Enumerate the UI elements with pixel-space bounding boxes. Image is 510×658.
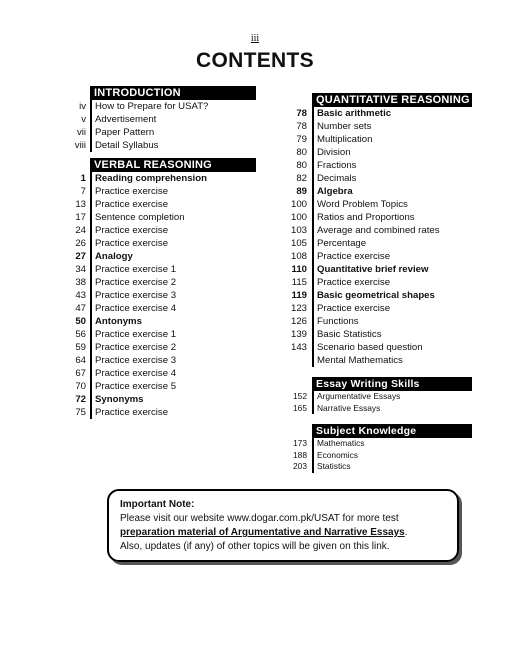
toc-entry-label: Division: [317, 147, 351, 158]
toc-entry-label: Functions: [317, 316, 359, 327]
toc-entry: [270, 224, 472, 237]
toc-entry-label: Basic arithmetic: [317, 108, 392, 119]
toc-entry: [270, 341, 472, 354]
toc-entry-page: 152: [293, 391, 307, 401]
note-line: [120, 526, 447, 540]
toc-entry-page: 103: [290, 225, 307, 236]
toc-entry-page: 165: [293, 402, 307, 413]
toc-entry-page: 38: [75, 277, 86, 288]
toc-entry-label: Quantitative brief review: [317, 264, 429, 275]
toc-entry-label: Practice exercise: [95, 407, 169, 418]
toc-entry-label: Synonyms: [95, 394, 144, 405]
toc-entry-label: Practice exercise: [317, 251, 391, 262]
toc-entry: [56, 172, 256, 185]
section-heading: Essay Writing Skills: [312, 377, 472, 391]
toc-entry-label: Percentage: [317, 238, 367, 249]
note-link[interactable]: preparation material of Argumentative and Narrative Essays: [120, 527, 405, 538]
toc-entry: [56, 198, 256, 211]
toc-entry-page: 64: [75, 355, 86, 366]
toc-entry-label: Practice exercise 4: [95, 368, 177, 379]
toc-entry: [270, 133, 472, 146]
toc-entry-page: 59: [75, 342, 86, 353]
toc-entry-page: 115: [291, 277, 307, 288]
toc-entry-page: iv: [79, 101, 86, 112]
toc-entry-page: 110: [291, 264, 307, 275]
toc-entry: [270, 172, 472, 185]
toc-entry-label: Fractions: [317, 160, 357, 171]
toc-entry: [56, 380, 256, 393]
toc-entry: [270, 328, 472, 341]
toc-entry-page: 56: [75, 329, 86, 340]
toc-entry-page: 24: [75, 225, 86, 236]
toc-entry-page: 105: [290, 238, 307, 249]
toc-entry: [270, 185, 472, 198]
toc-entry: [56, 139, 256, 152]
toc-entry: [56, 185, 256, 198]
toc-entry-page: 203: [293, 461, 307, 471]
toc-entry-label: Ratios and Proportions: [317, 212, 415, 223]
toc-section-introduction: [56, 86, 256, 152]
toc-entry-label: Analogy: [95, 251, 133, 262]
toc-entry: [270, 159, 472, 172]
toc-entry-label: Statistics: [317, 461, 351, 471]
toc-entry-label: Practice exercise 1: [95, 264, 177, 275]
toc-entry-page: 82: [296, 173, 307, 184]
toc-entry-page: 27: [75, 251, 86, 262]
toc-entry: [56, 263, 256, 276]
section-heading: VERBAL REASONING: [90, 158, 256, 172]
toc-entry-page: viii: [74, 140, 86, 151]
toc-entry: [270, 315, 472, 328]
toc-entry-page: 139: [290, 329, 307, 340]
toc-entry-page: 80: [296, 147, 307, 158]
toc-entry-label: Practice exercise 2: [95, 342, 177, 353]
toc-entry: [270, 276, 472, 289]
toc-entry-label: Mathematics: [317, 438, 365, 448]
note-line: Please visit our website www.dogar.com.pk/USAT for more test: [120, 513, 399, 524]
toc-entry: [56, 126, 256, 139]
toc-entry: [270, 120, 472, 133]
toc-entry-page: 67: [75, 368, 86, 379]
toc-entry-page: 80: [296, 160, 307, 171]
toc-entry: [56, 113, 256, 126]
toc-entry-page: 78: [296, 108, 307, 119]
toc-entry-label: Advertisement: [95, 114, 157, 125]
toc-entry-page: 26: [75, 238, 86, 249]
toc-right-column: [270, 93, 472, 473]
toc-entry-label: Practice exercise 4: [95, 303, 177, 314]
toc-entry-label: Sentence completion: [95, 212, 185, 223]
section-heading: Subject Knowledge: [312, 424, 472, 438]
toc-entry-page: 50: [75, 316, 86, 327]
toc-entry-label: Practice exercise 3: [95, 290, 177, 301]
toc-entry: [270, 263, 472, 276]
page-title: CONTENTS: [196, 49, 314, 72]
toc-entry-label: Decimals: [317, 173, 357, 184]
toc-entry-page: 70: [75, 381, 86, 392]
toc-entry: [56, 302, 256, 315]
toc-entry-page: 17: [75, 212, 86, 223]
toc-entry-page: 47: [75, 303, 86, 314]
page-number: iii: [250, 33, 260, 44]
toc-entry-label: Basic geometrical shapes: [317, 290, 435, 301]
toc-entry: [56, 406, 256, 419]
toc-entry-label: Practice exercise 1: [95, 329, 177, 340]
toc-entry-page: vii: [76, 127, 86, 138]
toc-entry: [56, 341, 256, 354]
toc-entry-label: Practice exercise 3: [95, 355, 177, 366]
important-note-box: [107, 489, 459, 562]
toc-entry-page: 1: [80, 173, 86, 184]
toc-entry-page: 143: [290, 342, 307, 353]
toc-entry-label: Algebra: [317, 186, 353, 197]
toc-entry: [270, 250, 472, 263]
toc-entry: [56, 276, 256, 289]
toc-entry-page: 108: [290, 251, 307, 262]
toc-entry-page: [270, 354, 312, 367]
toc-entry-label: Basic Statistics: [317, 329, 382, 340]
toc-entry: [270, 391, 472, 403]
toc-entry: [56, 367, 256, 380]
toc-entry-page: 100: [290, 199, 307, 210]
toc-entry: [56, 224, 256, 237]
toc-entry-page: 43: [75, 290, 86, 301]
toc-entry-label: Practice exercise 2: [95, 277, 177, 288]
toc-entry-page: 75: [75, 407, 86, 418]
toc-entry-label: Practice exercise: [317, 277, 391, 288]
toc-entry: [56, 100, 256, 113]
toc-entry-label: Detail Syllabus: [95, 140, 159, 151]
toc-entry: [270, 354, 472, 367]
toc-entry-label: Argumentative Essays: [317, 391, 401, 401]
toc-section-subject-knowledge: [270, 424, 472, 473]
toc-entry-label: Practice exercise: [95, 186, 169, 197]
toc-entry-page: 7: [80, 186, 86, 197]
toc-entry: [270, 450, 472, 462]
toc-entry: [270, 211, 472, 224]
note-title: Important Note:: [120, 499, 195, 510]
toc-entry: [56, 211, 256, 224]
note-line: Also, updates (if any) of other topics will be given on this link.: [120, 541, 390, 552]
toc-entry: [56, 250, 256, 263]
toc-section-essay-writing: [270, 377, 472, 414]
toc-entry-page: 72: [75, 394, 86, 405]
toc-entry-page: 78: [296, 121, 307, 132]
toc-entry: [56, 237, 256, 250]
toc-section-quantitative-reasoning: [270, 93, 472, 367]
toc-entry-label: Narrative Essays: [317, 402, 381, 413]
toc-entry-page: 13: [75, 199, 86, 210]
toc-entry: [270, 107, 472, 120]
toc-entry-label: Practice exercise: [95, 225, 169, 236]
toc-entry: [56, 354, 256, 367]
toc-entry: [270, 289, 472, 302]
toc-entry-label: Economics: [317, 449, 358, 460]
toc-entry-label: How to Prepare for USAT?: [95, 101, 209, 112]
toc-entry-page: 123: [290, 303, 307, 314]
toc-entry-label: Practice exercise 5: [95, 381, 177, 392]
toc-entry-label: Antonyms: [95, 316, 142, 327]
toc-entry: [270, 403, 472, 415]
toc-entry-label: Word Problem Topics: [317, 199, 408, 210]
toc-entry-label: Practice exercise: [95, 238, 169, 249]
section-heading: QUANTITATIVE REASONING: [312, 93, 472, 107]
toc-entry-page: 188: [293, 449, 307, 460]
toc-entry-label: Practice exercise: [317, 303, 391, 314]
toc-section-verbal-reasoning: [56, 158, 256, 419]
toc-entry-label: Scenario based question: [317, 342, 423, 353]
toc-entry: [270, 198, 472, 211]
toc-entry-page: 126: [290, 316, 307, 327]
toc-entry: [270, 461, 472, 473]
toc-entry-label: Practice exercise: [95, 199, 169, 210]
toc-entry-page: 100: [290, 212, 307, 223]
toc-entry-label: Average and combined rates: [317, 225, 440, 236]
toc-entry-label: Paper Pattern: [95, 127, 155, 138]
toc-entry-page: 173: [293, 438, 307, 448]
toc-entry: [270, 438, 472, 450]
toc-entry: [270, 302, 472, 315]
toc-entry-label: Reading comprehension: [95, 173, 207, 184]
toc-entry-page: 119: [291, 290, 307, 301]
toc-entry-label: Multiplication: [317, 134, 373, 145]
toc-entry-label: Number sets: [317, 121, 372, 132]
toc-entry: [270, 237, 472, 250]
toc-entry-page: 79: [296, 134, 307, 145]
toc-entry-label: Mental Mathematics: [317, 355, 403, 366]
toc-entry: [56, 289, 256, 302]
toc-entry: [56, 393, 256, 406]
note-link-suffix: .: [404, 527, 408, 538]
toc-entry: [270, 146, 472, 159]
toc-entry-page: 34: [75, 264, 86, 275]
toc-entry-page: 89: [296, 186, 307, 197]
toc-entry-page: v: [81, 114, 86, 125]
toc-entry: [56, 315, 256, 328]
toc-entry: [56, 328, 256, 341]
toc-left-column: [56, 86, 256, 419]
section-heading: INTRODUCTION: [90, 86, 256, 100]
